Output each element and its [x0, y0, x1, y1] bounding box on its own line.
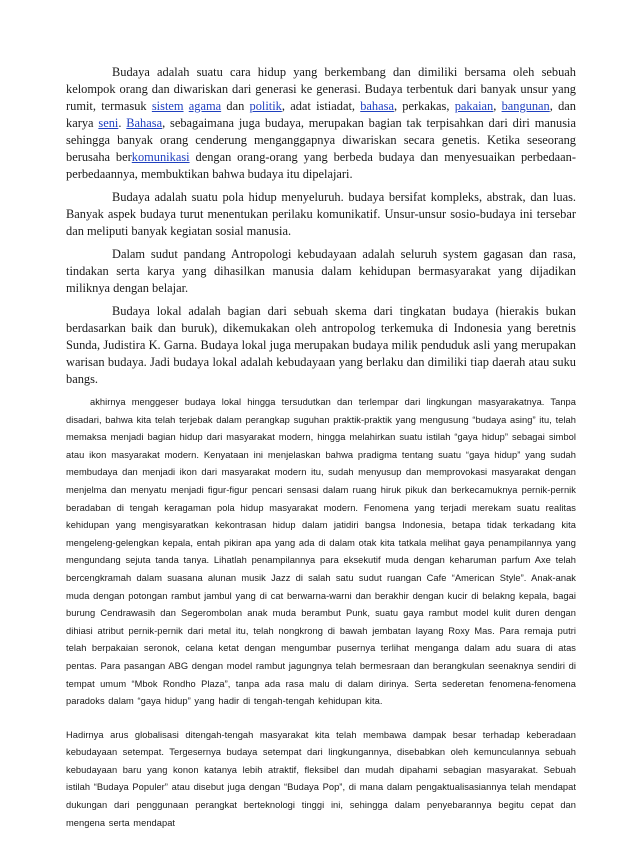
- sans-section: [66, 394, 576, 832]
- link-sistem[interactable]: sistem: [151, 99, 184, 113]
- link-bangunan[interactable]: bangunan: [501, 99, 550, 113]
- link-politik[interactable]: politik: [249, 99, 282, 113]
- paragraph-2: Budaya adalah suatu pola hidup menyeluruh. budaya bersifat kompleks, abstrak, dan luas. Banyak aspek budaya turut menentukan perilaku komunikatif. Unsur-unsur sosio-budaya ini tersebar dan meliputi banyak kegiatan sosial manusia.: [66, 190, 576, 238]
- paragraph-1: Budaya adalah suatu cara hidup yang berkembang dan dimiliki bersama oleh sebuah kelompok orang dan diwariskan dari generasi ke generasi. Budaya terbentuk dari banyak unsur yang rumit, termasuk sistem agama dan politik, adat istiadat, bahasa, perkakas, pakaian, bangunan, dan karya seni. Bahasa, sebagaimana juga budaya, merupakan bagian tak terpisahkan dari diri manusia sehingga banyak orang cenderung menganggapnya diwariskan secara genetis. Ketika seseorang berusaha berkomunikasi dengan orang-orang yang berbeda budaya dan menyesuaikan perbedaan-perbedaannya, membuktikan bahwa budaya itu dipelajari.: [66, 65, 576, 181]
- link-komunikasi[interactable]: komunikasi: [131, 150, 190, 164]
- link-bahasa-2[interactable]: Bahasa: [126, 116, 163, 130]
- paragraph-6: Hadirnya arus globalisasi ditengah-tengah masyarakat kita telah membawa dampak besar terhadap keberadaan kebudayaan setempat. Tergesernya budaya setempat dari lingkungannya, disebabkan oleh kemunculannya sebuah kebudayaan baru yang konon katanya lebih atraktif, fleksibel dan mudah dipahami sebagian masyarakat. Sebuah istilah “Budaya Populer” atau disebut juga dengan “Budaya Pop”, di mana dalam pengaktualisasiannya telah mendapat dukungan dari penggunaan perangkat berteknologi tinggi ini, sehingga dalam penyebarannya begitu cepat dan mengena serta mendapat: [66, 729, 576, 828]
- serif-section: [66, 64, 576, 388]
- link-pakaian[interactable]: pakaian: [454, 99, 494, 113]
- paragraph-5: akhirnya menggeser budaya lokal hingga tersudutkan dan terlempar dari lingkungan masyarakatnya. Tanpa disadari, bahwa kita telah terjebak dalam perangkap suguhan praktik-praktik yang mengusung “budaya asing” itu, telah memaksa menjadi bagian hidup dari masyarakat modern, hingga melahirkan suatu istilah “gaya hidup” sebagai simbol atau ikon masyarakat modern. Kenyataan ini menjelaskan bahwa pradigma tentang suatu “gaya hidup” yang sudah membudaya dan menjadi ikon dari masyarakat modern itu, sudah menyusup dan memprovokasi masyarakat dengan menjelma dan menyatu menjadi figur-figur pencari sensasi dalam ruang hiruk pikuk dan berkecamuknya pernik-pernik beradaban di tengah keragaman pola hidup masyarakat modern. Fenomena yang terjadi merekam suatu realitas kehidupan yang mengisyaratkan kekontrasan hidup dalam jatidiri bangsa Indonesia, betapa tidak terkadang kita mengeleng-gelengkan kepala, entah pikiran apa yang ada di dalam otak kita tatkala melihat gaya penampilannya yang mengundang sejuta tanda tanya. Lihatlah penampilannya para eksekutif muda dengan keharuman parfum Axe telah bercengkramah dalam suasana alunan musik Jazz di salah satu sudut ruangan Cafe “American Style”. Anak-anak muda dengan potongan rambut jambul yang di cat berwarna-warni dan berakhir dengan kucir di belakng kepala, bagai burung Cendrawasih dan Segerombolan anak muda berambut Punk, suatu gaya rambut model kulit duren dengan dihiasi atribut pernik-pernik dari metal itu, telah nongkrong di bawah jembatan layang Roxy Mas. Para remaja putri telah berpakaian seronok, celana ketat dengan mengumbar pusernya terlihat menganga dalam adu suara di atas pentas. Para pasangan ABG dengan model rambut jagungnya telah bermesraan dan berangkulan seenaknya sendiri di tempat umum “Mbok Rondho Plaza”, tanpa ada rasa malu di dalam dirinya. Serta sederetan fenomena-fenomena paradoks dalam “gaya hidup” yang hadir di tengah-tengah kehidupan kita.: [66, 397, 576, 707]
- paragraph-4: Budaya lokal adalah bagian dari sebuah skema dari tingkatan budaya (hierakis bukan berdasarkan baik dan buruk), dikemukakan oleh antropolog terkemuka di Indonesia yang beretnis Sunda, Judistira K. Garna. Budaya lokal juga merupakan budaya milik penduduk asli yang merupakan warisan budaya. Jadi budaya lokal adalah kebudayaan yang berlaku dan dimiliki tiap daerah atau suku bangs.: [66, 304, 576, 386]
- link-agama[interactable]: agama: [188, 99, 222, 113]
- link-seni[interactable]: seni: [98, 116, 119, 130]
- paragraph-3: Dalam sudut pandang Antropologi kebudayaan adalah seluruh system gagasan dan rasa, tindakan serta karya yang dihasilkan manusia dalam kehidupan bermasyarakat yang dijadikan miliknya dengan belajar.: [66, 247, 576, 295]
- document-page: [66, 64, 576, 848]
- link-bahasa[interactable]: bahasa: [360, 99, 394, 113]
